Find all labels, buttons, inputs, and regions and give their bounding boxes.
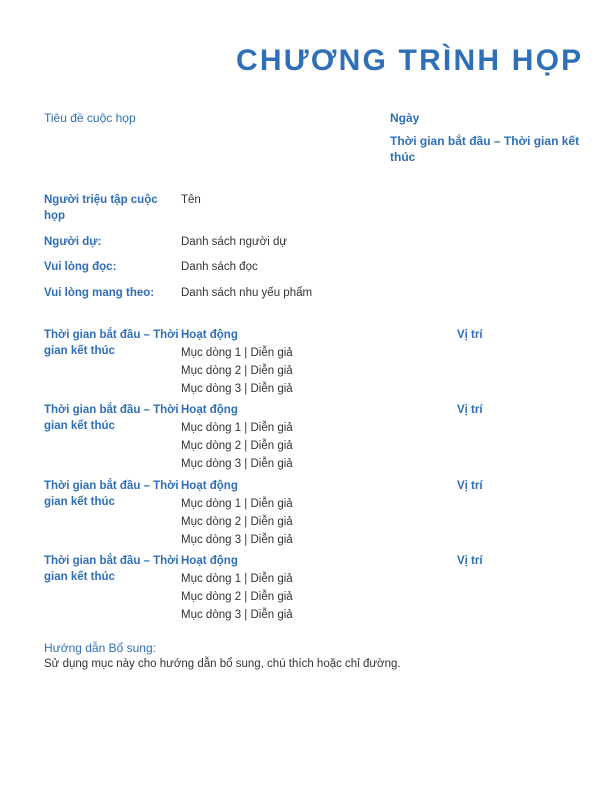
organizer-label: Người triệu tập cuộc họp [44,194,158,222]
agenda-time[interactable]: Thời gian bắt đầu – Thời gian kết thúc [44,555,179,583]
agenda-block-3 [44,478,584,550]
agenda-time[interactable]: Thời gian bắt đầu – Thời gian kết thúc [44,329,179,357]
agenda-item[interactable]: Mục dòng 2 | Diễn giả [181,365,293,377]
organizer-row [44,192,584,226]
agenda-item[interactable]: Mục dòng 1 | Diễn giả [181,498,293,510]
page-title: CHƯƠNG TRÌNH HỌP [236,44,584,77]
attendees-value[interactable]: Danh sách người dự [181,236,288,248]
attendees-label: Người dự: [44,236,102,248]
bring-label: Vui lòng mang theo: [44,287,155,299]
agenda-items [181,495,293,549]
agenda-item[interactable]: Mục dòng 1 | Diễn giả [181,422,293,434]
agenda-activity[interactable]: Hoạt động [181,555,238,567]
agenda-activity[interactable]: Hoạt động [181,329,238,341]
agenda-items [181,419,293,473]
agenda-item[interactable]: Mục dòng 2 | Diễn giả [181,516,293,528]
agenda-item[interactable]: Mục dòng 3 | Diễn giả [181,534,293,546]
meeting-title-field[interactable]: Tiêu đề cuộc họp [44,111,136,125]
agenda-item[interactable]: Mục dòng 2 | Diễn giả [181,591,293,603]
agenda-block-1 [44,327,584,399]
reading-label: Vui lòng đọc: [44,261,117,273]
organizer-value[interactable]: Tên [181,194,201,206]
notes-heading: Hướng dẫn Bổ sung: [44,641,156,655]
bring-value[interactable]: Danh sách nhu yếu phẩm [181,287,313,299]
reading-value[interactable]: Danh sách đọc [181,261,258,273]
agenda-activity[interactable]: Hoạt động [181,480,238,492]
agenda-block-4 [44,553,584,625]
reading-row [44,259,584,275]
agenda-location[interactable]: Vị trí [457,329,483,341]
agenda-location[interactable]: Vị trí [457,404,483,416]
date-field[interactable]: Ngày [390,111,420,125]
bring-row [44,285,584,301]
agenda-location[interactable]: Vị trí [457,555,483,567]
agenda-item[interactable]: Mục dòng 1 | Diễn giả [181,573,293,585]
agenda-activity[interactable]: Hoạt động [181,404,238,416]
agenda-time[interactable]: Thời gian bắt đầu – Thời gian kết thúc [44,404,179,432]
agenda-block-2 [44,402,584,474]
time-range-field[interactable]: Thời gian bắt đầu – Thời gian kết thúc [390,134,580,164]
agenda-items [181,570,293,624]
notes-body[interactable]: Sử dụng mục này cho hướng dẫn bổ sung, chú thích hoặc chỉ đường. [44,658,401,670]
agenda-item[interactable]: Mục dòng 1 | Diễn giả [181,347,293,359]
agenda-item[interactable]: Mục dòng 2 | Diễn giả [181,440,293,452]
agenda-items [181,344,293,398]
agenda-location[interactable]: Vị trí [457,480,483,492]
agenda-time[interactable]: Thời gian bắt đầu – Thời gian kết thúc [44,480,179,508]
agenda-item[interactable]: Mục dòng 3 | Diễn giả [181,609,293,621]
attendees-row [44,234,584,250]
agenda-item[interactable]: Mục dòng 3 | Diễn giả [181,383,293,395]
agenda-item[interactable]: Mục dòng 3 | Diễn giả [181,458,293,470]
